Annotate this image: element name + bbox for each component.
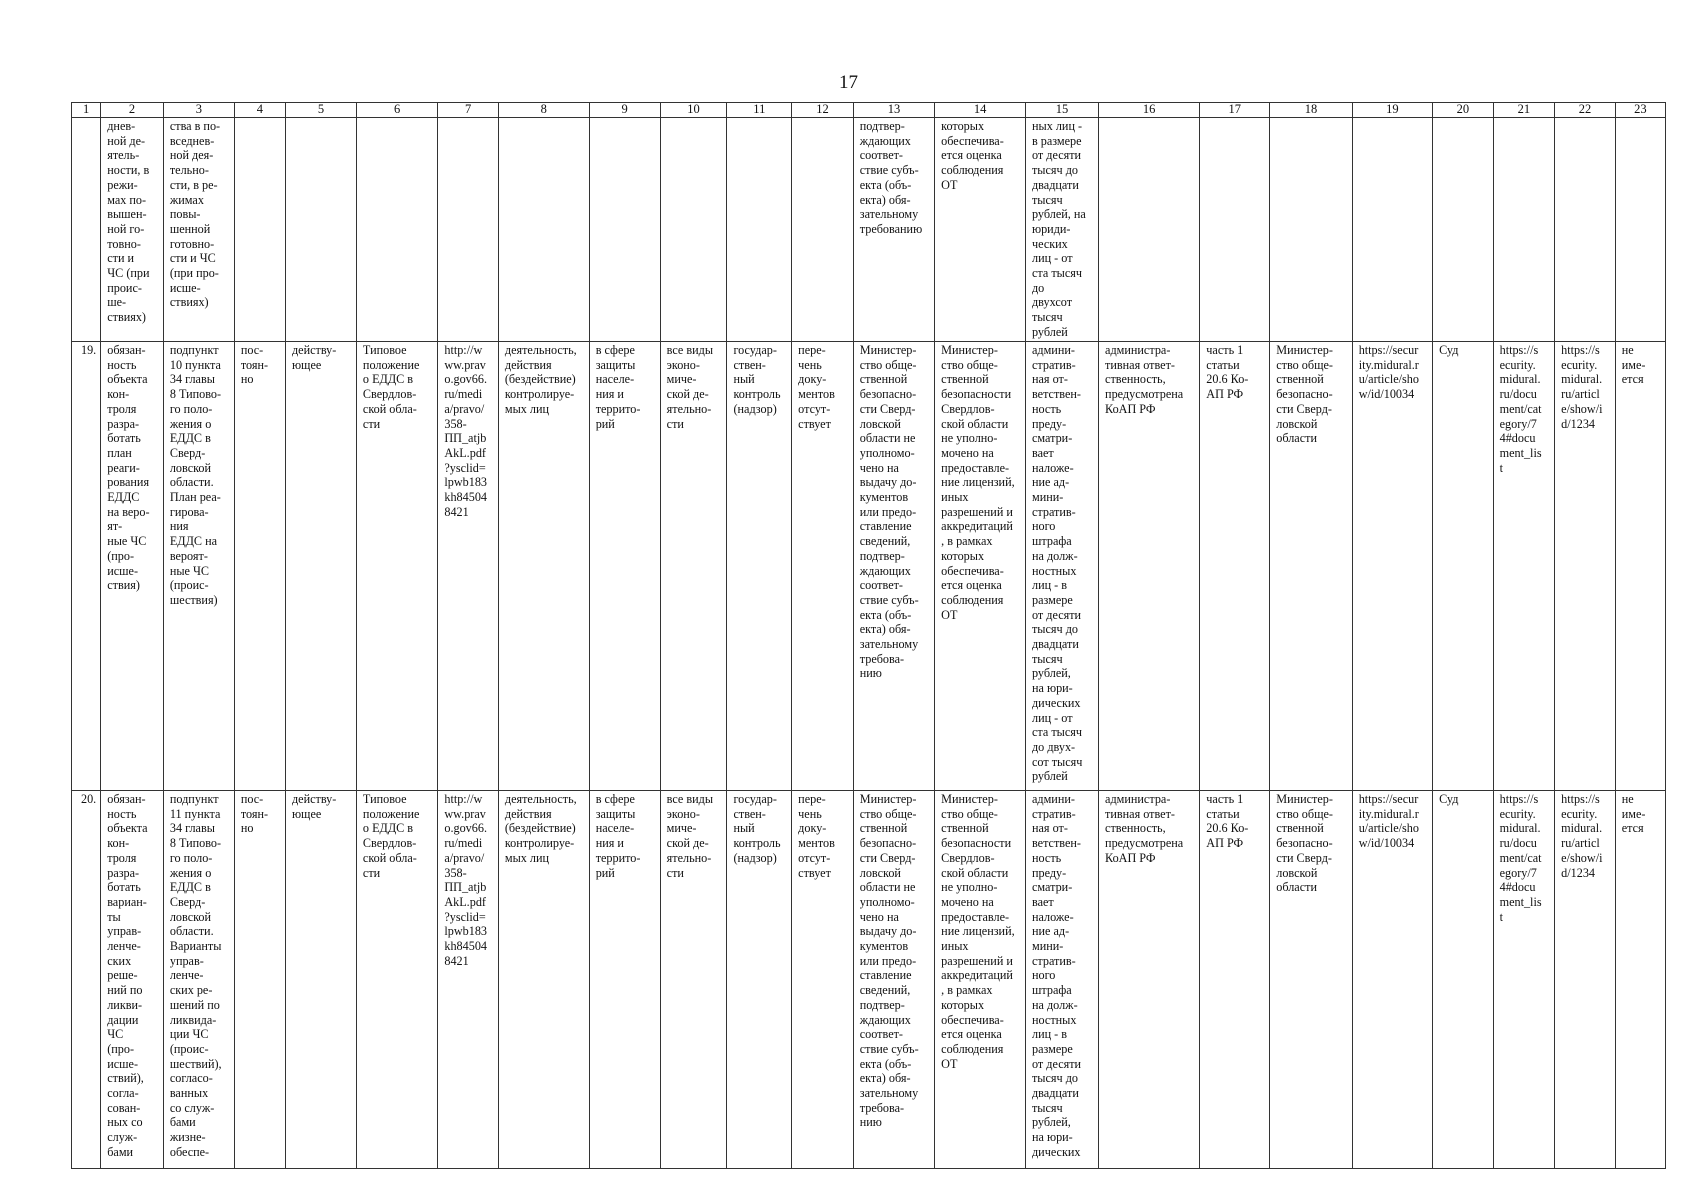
table-cell: Типовое положение о ЕДДС в Свердлов- ской обла- сти	[356, 342, 437, 791]
table-cell: днев- ной де- ятель- ности, в режи- мах по- вышен- ной го- товно- сти и ЧС (при проис- ше- ствиях)	[101, 118, 164, 342]
table-cell: пос- тоян- но	[234, 791, 285, 1169]
table-cell	[285, 118, 356, 342]
column-number: 17	[1200, 103, 1270, 118]
table-cell: в сфере защиты населе- ния и террито- рий	[589, 791, 660, 1169]
row-number-cell: 19.	[72, 342, 101, 791]
column-number: 23	[1615, 103, 1665, 118]
table-cell: пере- чень доку- ментов отсут- ствует	[792, 791, 854, 1169]
table-cell	[438, 118, 499, 342]
table-cell: Министер- ство обще- ственной безопасно- сти Сверд- ловской области не уполномо- чено на выдачу до- кументов или предо- ставление сведений, подтвер- ждающих соответ- ствие субъ- екта (объ- екта) обя- зательному требова- нию	[853, 791, 934, 1169]
column-number: 10	[660, 103, 727, 118]
column-number: 7	[438, 103, 499, 118]
column-number: 2	[101, 103, 164, 118]
column-number: 6	[356, 103, 437, 118]
column-number: 19	[1352, 103, 1432, 118]
table-cell: пос- тоян- но	[234, 342, 285, 791]
table-cell: Министер- ство обще- ственной безопасно- сти Сверд- ловской области не уполномо- чено на выдачу до- кументов или предо- ставление сведений, подтвер- ждающих соответ- ствие субъ- екта (объ- екта) обя- зательному требова- нию	[853, 342, 934, 791]
table-cell	[1200, 118, 1270, 342]
column-number-row	[72, 103, 1666, 118]
table-cell: Суд	[1433, 791, 1494, 1169]
column-number: 4	[234, 103, 285, 118]
table-cell	[1615, 118, 1665, 342]
table-cell: админи- стратив- ная от- ветствен- ность преду- сматри- вает наложе- ние ад- мини- стратив- ного штрафа на долж- ностных лиц - в размере от десяти тысяч до двадцати тысяч рублей, на юри- дических	[1025, 791, 1098, 1169]
column-number: 15	[1025, 103, 1098, 118]
table-cell: часть 1 статьи 20.6 Ко- АП РФ	[1200, 342, 1270, 791]
table-cell: все виды эконо- миче- ской де- ятельно- сти	[660, 791, 727, 1169]
page-number: 17	[839, 72, 858, 93]
regulation-table	[71, 102, 1666, 1169]
table-cell: не име- ется	[1615, 791, 1665, 1169]
column-number: 8	[498, 103, 589, 118]
column-number: 18	[1270, 103, 1352, 118]
column-number: 21	[1493, 103, 1555, 118]
table-cell: государ- ствен- ный контроль (надзор)	[727, 342, 792, 791]
table-cell: обязан- ность объекта кон- троля разра- ботать вариан- ты управ- ленче- ских реше- ний по ликви- дации ЧС (про- исше- ствий), согла- сован- ных со служ- бами	[101, 791, 164, 1169]
table-cell	[727, 118, 792, 342]
table-cell: https://secur ity.midural.r u/article/sho w/id/10034	[1352, 791, 1432, 1169]
table-cell: администра- тивная ответ- ственность, предусмотрена КоАП РФ	[1099, 791, 1200, 1169]
table-cell: все виды эконо- миче- ской де- ятельно- сти	[660, 342, 727, 791]
table-cell: государ- ствен- ный контроль (надзор)	[727, 791, 792, 1169]
row-number-cell	[72, 118, 101, 342]
table-cell	[1555, 118, 1616, 342]
table-cell: подтвер- ждающих соответ- ствие субъ- екта (объ- екта) обя- зательному требованию	[853, 118, 934, 342]
table-cell: администра- тивная ответ- ственность, предусмотрена КоАП РФ	[1099, 342, 1200, 791]
table-cell	[589, 118, 660, 342]
table-cell	[498, 118, 589, 342]
table-cell: https://s ecurity. midural. ru/articl e/show/i d/1234	[1555, 342, 1616, 791]
table-cell	[1099, 118, 1200, 342]
table-row	[72, 791, 1666, 1169]
table-cell: подпункт 10 пункта 34 главы 8 Типово- го поло- жения о ЕДДС в Сверд- ловской области. План реа- гирова- ния ЕДДС на вероят- ные ЧС (проис- шествия)	[163, 342, 234, 791]
column-number: 5	[285, 103, 356, 118]
column-number: 11	[727, 103, 792, 118]
table-cell: https://secur ity.midural.r u/article/sho w/id/10034	[1352, 342, 1432, 791]
table-cell	[1433, 118, 1494, 342]
table-cell: Суд	[1433, 342, 1494, 791]
table-row	[72, 118, 1666, 342]
column-number: 1	[72, 103, 101, 118]
table-cell: пере- чень доку- ментов отсут- ствует	[792, 342, 854, 791]
table-cell: Министер- ство обще- ственной безопасности Свердлов- ской области не уполно- мочено на предоставле- ние лицензий, иных разрешений и аккредитаций , в рамках которых обеспечива- ется оценка соблюдения ОТ	[935, 342, 1026, 791]
table-cell: http://w ww.prav o.gov66. ru/medi a/pravo/ 358- ПП_atjb AkL.pdf ?ysclid= lpwb183 kh84504 8421	[438, 791, 499, 1169]
column-number: 22	[1555, 103, 1616, 118]
column-number: 13	[853, 103, 934, 118]
table-cell: https://s ecurity. midural. ru/docu ment/cat egory/7 4#docu ment_lis t	[1493, 791, 1555, 1169]
table-cell: Министер- ство обще- ственной безопасности Свердлов- ской области не уполно- мочено на предоставле- ние лицензий, иных разрешений и аккредитаций , в рамках которых обеспечива- ется оценка соблюдения ОТ	[935, 791, 1026, 1169]
table-cell: действу- ющее	[285, 342, 356, 791]
table-cell: не име- ется	[1615, 342, 1665, 791]
table-cell	[1493, 118, 1555, 342]
table-cell: деятельность, действия (бездействие) контролируе- мых лиц	[498, 791, 589, 1169]
table-row	[72, 342, 1666, 791]
table-cell: действу- ющее	[285, 791, 356, 1169]
column-number: 3	[163, 103, 234, 118]
table-cell: которых обеспечива- ется оценка соблюдения ОТ	[935, 118, 1026, 342]
table-cell: http://w ww.prav o.gov66. ru/medi a/pravo/ 358- ПП_atjb AkL.pdf ?ysclid= lpwb183 kh84504 8421	[438, 342, 499, 791]
table-cell	[792, 118, 854, 342]
column-number: 16	[1099, 103, 1200, 118]
column-number: 20	[1433, 103, 1494, 118]
table-cell: Министер- ство обще- ственной безопасно- сти Сверд- ловской области	[1270, 791, 1352, 1169]
table-cell: подпункт 11 пункта 34 главы 8 Типово- го поло- жения о ЕДДС в Сверд- ловской области. Варианты управ- ленче- ских ре- шений по ликвида- ции ЧС (проис- шествий), согласо- ванных со служ- бами жизне- обеспе-	[163, 791, 234, 1169]
column-number: 12	[792, 103, 854, 118]
table-cell: ства в по- вседнев- ной дея- тельно- сти, в ре- жимах повы- шенной готовно- сти и ЧС (при про- исше- ствиях)	[163, 118, 234, 342]
table-cell	[1270, 118, 1352, 342]
table-cell: https://s ecurity. midural. ru/articl e/show/i d/1234	[1555, 791, 1616, 1169]
table-cell: Министер- ство обще- ственной безопасно- сти Сверд- ловской области	[1270, 342, 1352, 791]
table-cell: деятельность, действия (бездействие) контролируе- мых лиц	[498, 342, 589, 791]
table-cell: обязан- ность объекта кон- троля разра- ботать план реаги- рования ЕДДС на веро- ят- ные ЧС (про- исше- ствия)	[101, 342, 164, 791]
table-cell	[660, 118, 727, 342]
row-number-cell: 20.	[72, 791, 101, 1169]
table-cell	[1352, 118, 1432, 342]
table-cell: https://s ecurity. midural. ru/docu ment/cat egory/7 4#docu ment_lis t	[1493, 342, 1555, 791]
column-number: 14	[935, 103, 1026, 118]
table-cell	[234, 118, 285, 342]
column-number: 9	[589, 103, 660, 118]
table-cell: ных лиц - в размере от десяти тысяч до двадцати тысяч рублей, на юриди- ческих лиц - от ста тысяч до двухсот тысяч рублей	[1025, 118, 1098, 342]
table-cell	[356, 118, 437, 342]
table-cell: админи- стратив- ная от- ветствен- ность преду- сматри- вает наложе- ние ад- мини- стратив- ного штрафа на долж- ностных лиц - в размере от десяти тысяч до двадцати тысяч рублей, на юри- дических лиц - от ста тысяч до двух- сот тысяч рублей	[1025, 342, 1098, 791]
table-cell: Типовое положение о ЕДДС в Свердлов- ской обла- сти	[356, 791, 437, 1169]
table-cell: в сфере защиты населе- ния и террито- рий	[589, 342, 660, 791]
table-cell: часть 1 статьи 20.6 Ко- АП РФ	[1200, 791, 1270, 1169]
